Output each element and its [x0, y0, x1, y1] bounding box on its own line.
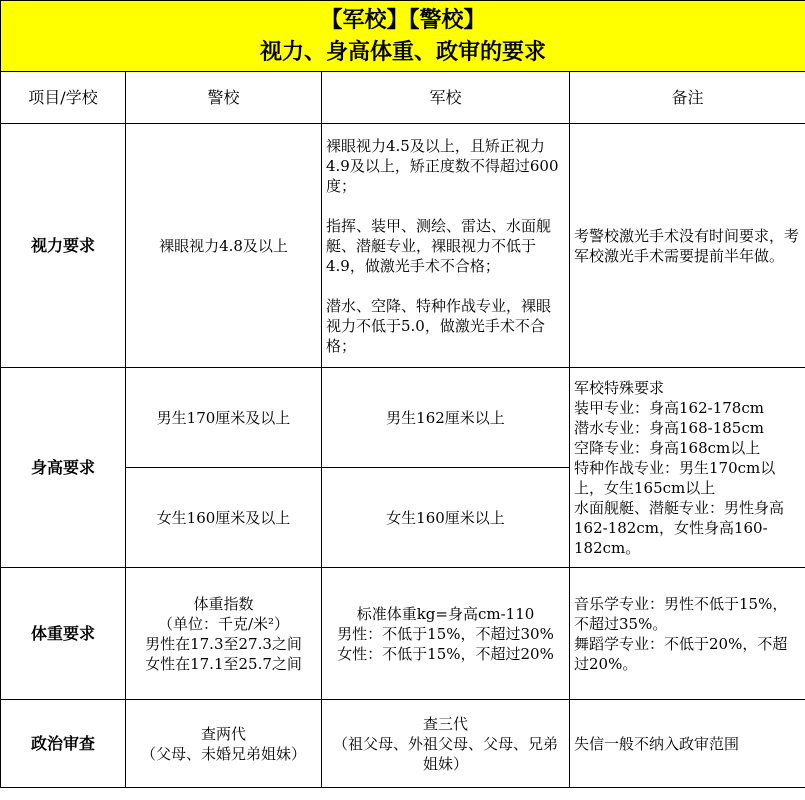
height-notes-naval: 水面舰艇、潜艇专业：男性身高162-182cm，女性身高160-182cm。 [574, 498, 785, 557]
height-notes-diving: 潜水专业：身高168-185cm [574, 418, 764, 437]
table-title [1, 1, 805, 72]
weight-label: 体重要求 [1, 568, 126, 700]
weight-police-male: 男性在17.3至27.3之间 [145, 634, 302, 653]
weight-notes [570, 568, 805, 700]
height-row-male [1, 368, 805, 468]
political-military [322, 700, 570, 788]
header-military: 军校 [322, 72, 570, 124]
height-notes-title: 军校特殊要求 [574, 378, 665, 397]
vision-military-command: 指挥、装甲、测绘、雷达、水面舰艇、潜艇专业，裸眼视力不低于4.9，做激光手术不合格； [326, 216, 552, 275]
vision-notes: 考警校激光手术没有时间要求，考军校激光手术需要提前半年做。 [570, 124, 805, 368]
weight-military-formula: 标准体重kg=身高cm-110 [356, 604, 535, 623]
weight-police [126, 568, 322, 700]
weight-notes-dance: 舞蹈学专业：不低于20%，不超过20%。 [574, 634, 788, 673]
height-notes-special-ops: 特种作战专业：男生170cm以上，女生165cm以上 [574, 458, 776, 497]
weight-military [322, 568, 570, 700]
header-police: 警校 [126, 72, 322, 124]
title-row [1, 1, 805, 72]
weight-police-female: 女性在17.1至25.7之间 [145, 654, 302, 673]
vision-label: 视力要求 [1, 124, 126, 368]
weight-police-bmi: 体重指数 [193, 594, 254, 613]
political-police [126, 700, 322, 788]
title-line-2: 视力、身高体重、政审的要求 [260, 39, 547, 65]
header-item: 项目/学校 [1, 72, 126, 124]
political-military-detail: （祖父母、外祖父母、父母、兄弟姐妹） [332, 734, 558, 773]
height-police-female: 女生160厘米及以上 [126, 468, 322, 568]
political-military-scope: 查三代 [422, 714, 468, 733]
weight-police-unit: （单位：千克/米²） [157, 614, 290, 633]
height-military-female: 女生160厘米以上 [322, 468, 570, 568]
header-notes: 备注 [570, 72, 805, 124]
height-military-male: 男生162厘米以上 [322, 368, 570, 468]
political-police-detail: （父母、未婚兄弟姐妹） [140, 744, 306, 763]
vision-military-special: 潜水、空降、特种作战专业，裸眼视力不低于5.0，做激光手术不合格； [326, 296, 552, 355]
political-police-scope: 查两代 [200, 724, 246, 743]
height-police-male: 男生170厘米及以上 [126, 368, 322, 468]
weight-military-male: 男性：不低于15%，不超过30% [337, 624, 554, 643]
weight-military-female: 女性：不低于15%，不超过20% [337, 644, 554, 663]
vision-military-general: 裸眼视力4.5及以上，且矫正视力4.9及以上，矫正度数不得超过600度； [326, 136, 559, 195]
political-label: 政治审查 [1, 700, 126, 788]
height-notes [570, 368, 805, 568]
vision-military [322, 124, 570, 368]
political-row [1, 700, 805, 788]
weight-notes-music: 音乐学专业：男性不低于15%，不超过35%。 [574, 594, 788, 633]
political-notes: 失信一般不纳入政审范围 [570, 700, 805, 788]
title-line-1: 【军校】【警校】 [320, 7, 486, 33]
height-label: 身高要求 [1, 368, 126, 568]
header-row [1, 72, 805, 124]
vision-row [1, 124, 805, 368]
height-notes-armor: 装甲专业：身高162-178cm [574, 398, 764, 417]
vision-police: 裸眼视力4.8及以上 [126, 124, 322, 368]
height-notes-airborne: 空降专业：身高168cm以上 [574, 438, 761, 457]
weight-row [1, 568, 805, 700]
